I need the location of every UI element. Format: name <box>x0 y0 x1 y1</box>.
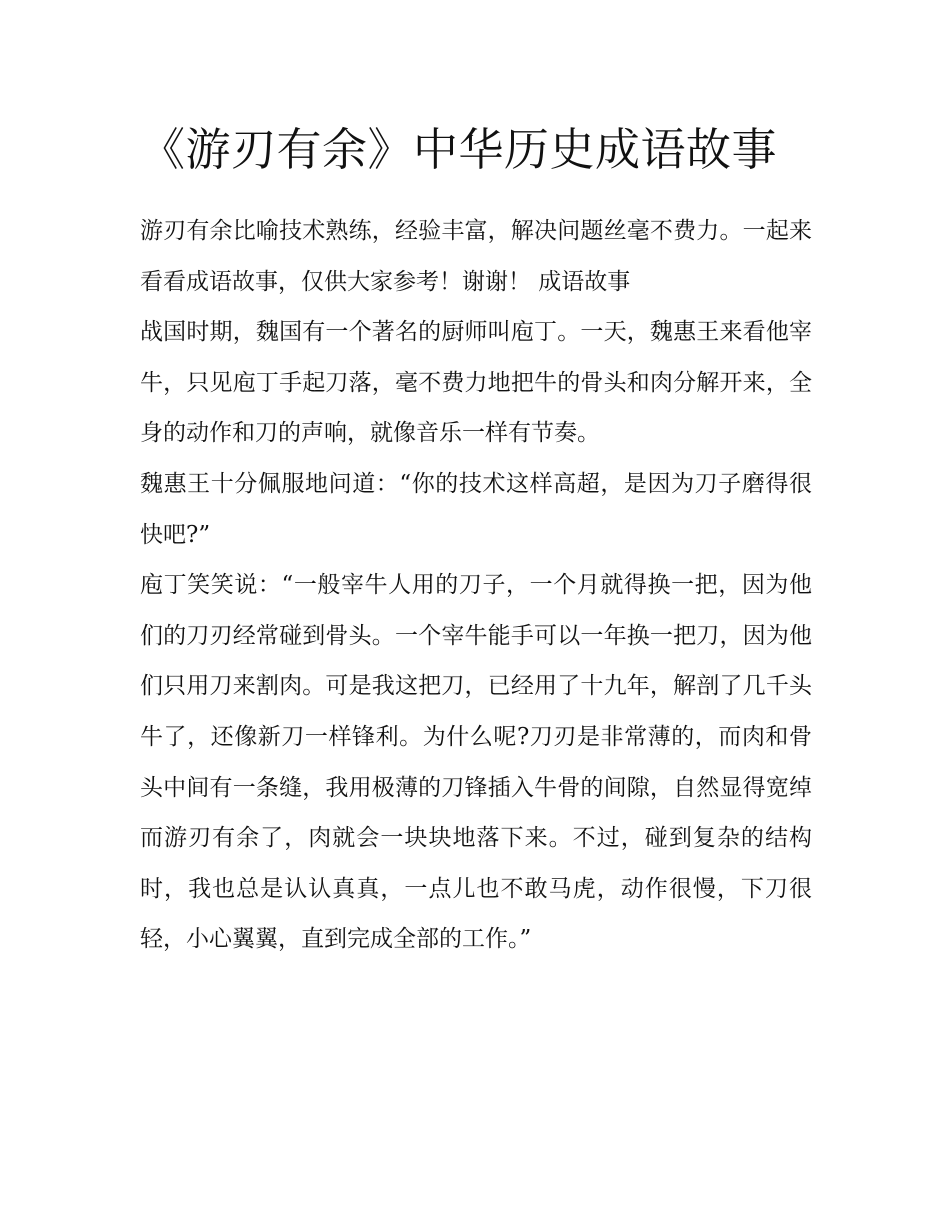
paragraph-story-1: 战国时期，魏国有一个著名的厨师叫庖丁。一天，魏惠王来看他宰牛，只见庖丁手起刀落，毫不费力地把牛的骨头和肉分解开来，全身的动作和刀的声响，就像音乐一样有节奏。 <box>140 319 812 447</box>
paragraph-story-2: 魏惠王十分佩服地问道：“你的技术这样高超，是因为刀子磨得很快吧?” <box>140 470 812 548</box>
paragraph-story-3: 庖丁笑笑说：“一般宰牛人用的刀子，一个月就得换一把，因为他们的刀刃经常碰到骨头。一个宰牛能手可以一年换一把刀，因为他们只用刀来割肉。可是我这把刀，已经用了十九年，解剖了几千头牛了，还像新刀一样锋利。为什么呢?刀刃是非常薄的，而肉和骨头中间有一条缝，我用极薄的刀锋插入牛骨的间隙，自然显得宽绰而游刃有余了，肉就会一块块地落下来。不过，碰到复杂的结构时，我也总是认认真真，一点儿也不敢马虎，动作很慢，下刀很轻，小心翼翼，直到完成全部的工作。” <box>140 572 812 953</box>
document-body <box>140 112 812 965</box>
document-title: 《游刃有余》中华历史成语故事 <box>140 123 778 176</box>
paragraph-intro: 游刃有余比喻技术熟练，经验丰富，解决问题丝毫不费力。一起来看看成语故事，仅供大家参考！谢谢！ 成语故事 <box>140 218 812 295</box>
